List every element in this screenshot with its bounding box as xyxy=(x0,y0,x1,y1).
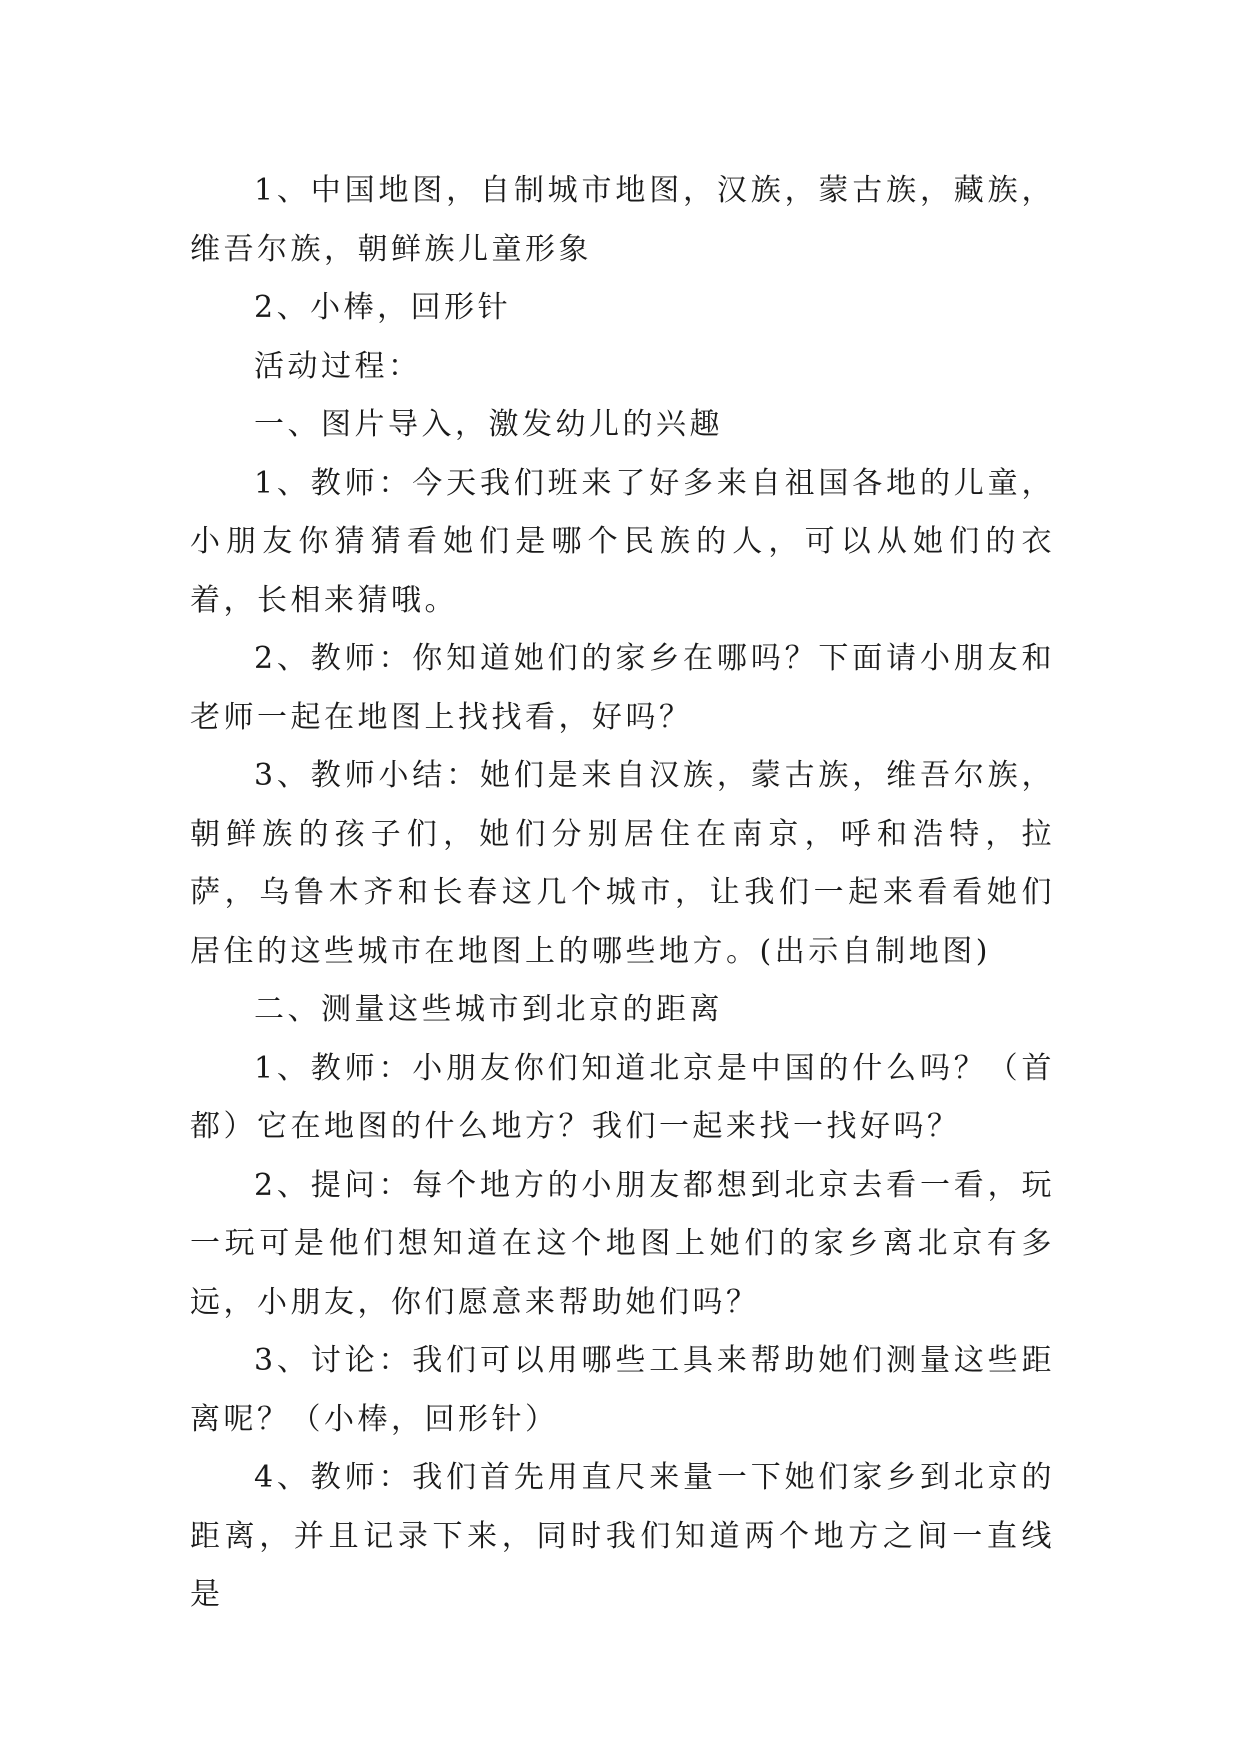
paragraph-section-1-heading: 一、图片导入，激发幼儿的兴趣 xyxy=(254,407,723,442)
document-body xyxy=(190,162,1055,1625)
paragraph-section-2-step-2: 2、提问：每个地方的小朋友都想到北京去看一看，玩一玩可是他们想知道在这个地图上她们的家乡离北京有多远，小朋友，你们愿意来帮助她们吗？ xyxy=(190,1167,1055,1320)
paragraph-section-2-step-3: 3、讨论：我们可以用哪些工具来帮助她们测量这些距离呢？（小棒，回形针） xyxy=(190,1343,1055,1437)
paragraph-section-2-heading: 二、测量这些城市到北京的距离 xyxy=(254,992,723,1027)
paragraph-section-2-step-1: 1、教师：小朋友你们知道北京是中国的什么吗？（首都）它在地图的什么地方？我们一起来找一找好吗？ xyxy=(190,1050,1055,1144)
paragraph-section-2-step-4: 4、教师：我们首先用直尺来量一下她们家乡到北京的距离，并且记录下来，同时我们知道两个地方之间一直线是 xyxy=(190,1460,1055,1612)
paragraph-activity-heading: 活动过程： xyxy=(254,348,422,384)
paragraph-materials-1: 1、中国地图，自制城市地图，汉族，蒙古族，藏族，维吾尔族，朝鲜族儿童形象 xyxy=(190,173,1055,267)
paragraph-section-1-summary: 3、教师小结：她们是来自汉族，蒙古族，维吾尔族，朝鲜族的孩子们，她们分别居住在南京，呼和浩特，拉萨，乌鲁木齐和长春这几个城市，让我们一起来看看她们居住的这些城市在地图上的哪些地方。(出示自制地图) xyxy=(190,758,1055,969)
paragraph-section-1-step-1: 1、教师：今天我们班来了好多来自祖国各地的儿童，小朋友你猜猜看她们是哪个民族的人，可以从她们的衣着，长相来猜哦。 xyxy=(190,465,1055,618)
paragraph-section-1-step-2: 2、教师：你知道她们的家乡在哪吗？下面请小朋友和老师一起在地图上找找看，好吗？ xyxy=(190,641,1055,735)
paragraph-materials-2: 2、小棒，回形针 xyxy=(254,290,512,325)
